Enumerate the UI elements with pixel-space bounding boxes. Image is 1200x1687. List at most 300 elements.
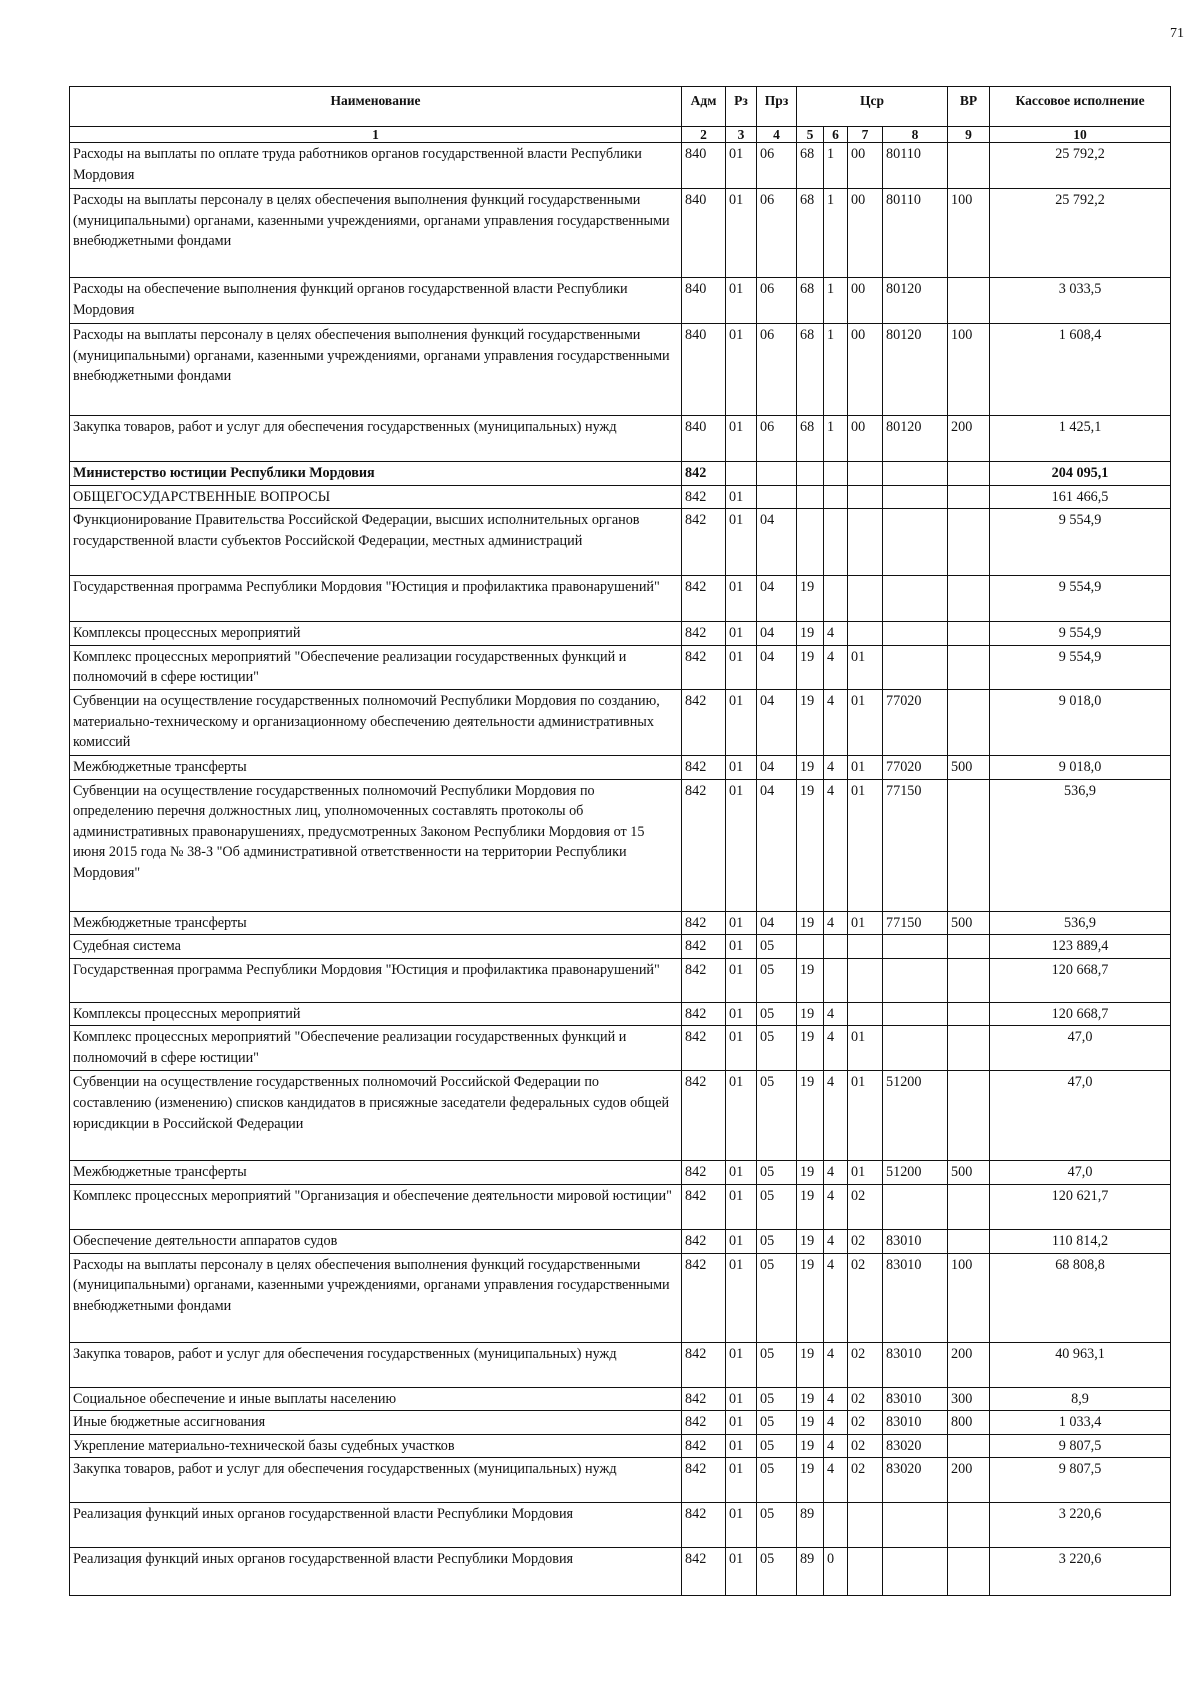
row-csr-event [848, 509, 883, 576]
row-rz: 01 [726, 1002, 757, 1026]
row-csr-event: 01 [848, 1026, 883, 1071]
row-adm: 842 [682, 1503, 726, 1548]
table-row [70, 1229, 1171, 1253]
row-csr-program: 19 [797, 689, 824, 755]
row-amount: 110 814,2 [990, 1229, 1171, 1253]
row-name: Расходы на выплаты персоналу в целях обеспечения выполнения функций государственными (муниципальными) органами, казенными учреждениями, органами управления государственными внебюджетными фондами [70, 189, 682, 278]
row-csr-event: 02 [848, 1229, 883, 1253]
table-row [70, 1434, 1171, 1458]
row-csr-event: 01 [848, 1071, 883, 1161]
row-csr-subprogram: 1 [824, 143, 848, 189]
row-csr-direction: 80120 [883, 416, 948, 462]
row-prz: 04 [757, 689, 797, 755]
row-vr [948, 1229, 990, 1253]
row-csr-direction: 77020 [883, 755, 948, 779]
row-csr-subprogram [824, 485, 848, 509]
row-csr-subprogram: 4 [824, 1002, 848, 1026]
row-csr-subprogram: 4 [824, 622, 848, 646]
row-amount: 1 033,4 [990, 1411, 1171, 1435]
row-adm: 842 [682, 462, 726, 486]
row-csr-subprogram [824, 1503, 848, 1548]
row-amount: 536,9 [990, 779, 1171, 911]
table-row [70, 935, 1171, 959]
row-csr-direction [883, 958, 948, 1002]
row-adm: 842 [682, 1071, 726, 1161]
row-vr [948, 1503, 990, 1548]
row-prz: 05 [757, 1434, 797, 1458]
row-adm: 842 [682, 1342, 726, 1387]
row-vr [948, 1548, 990, 1596]
row-name: Субвенции на осуществление государственных полномочий Российской Федерации по составлению (изменению) списков кандидатов в присяжные заседатели федеральных судов общей юрисдикции в Российской Федерации [70, 1071, 682, 1161]
row-csr-direction: 80110 [883, 143, 948, 189]
row-csr-direction: 51200 [883, 1161, 948, 1185]
row-vr [948, 1002, 990, 1026]
row-csr-direction: 51200 [883, 1071, 948, 1161]
row-csr-event: 02 [848, 1342, 883, 1387]
row-csr-subprogram: 4 [824, 779, 848, 911]
row-name: Иные бюджетные ассигнования [70, 1411, 682, 1435]
row-prz: 05 [757, 1161, 797, 1185]
row-csr-program: 19 [797, 958, 824, 1002]
row-adm: 842 [682, 1161, 726, 1185]
row-prz: 05 [757, 958, 797, 1002]
row-name: Реализация функций иных органов государственной власти Республики Мордовия [70, 1503, 682, 1548]
row-rz: 01 [726, 485, 757, 509]
row-csr-direction: 83010 [883, 1387, 948, 1411]
row-csr-direction [883, 1184, 948, 1229]
column-number: 9 [948, 127, 990, 143]
row-csr-subprogram [824, 576, 848, 622]
row-csr-subprogram: 4 [824, 1253, 848, 1342]
row-csr-subprogram: 1 [824, 189, 848, 278]
row-csr-direction: 83010 [883, 1411, 948, 1435]
row-vr [948, 509, 990, 576]
row-csr-direction [883, 935, 948, 959]
row-name: Межбюджетные трансферты [70, 1161, 682, 1185]
row-name: Расходы на обеспечение выполнения функций органов государственной власти Республики Мордовия [70, 278, 682, 324]
row-prz [757, 485, 797, 509]
row-prz: 05 [757, 1071, 797, 1161]
table-row [70, 143, 1171, 189]
row-vr: 100 [948, 1253, 990, 1342]
table-row [70, 645, 1171, 689]
row-csr-direction [883, 1548, 948, 1596]
row-csr-program: 19 [797, 1229, 824, 1253]
row-csr-event: 02 [848, 1387, 883, 1411]
row-rz [726, 462, 757, 486]
row-csr-subprogram: 1 [824, 324, 848, 416]
row-adm: 840 [682, 278, 726, 324]
row-name: Укрепление материально-технической базы судебных участков [70, 1434, 682, 1458]
row-prz: 06 [757, 324, 797, 416]
row-csr-direction [883, 1026, 948, 1071]
row-vr: 100 [948, 189, 990, 278]
row-rz: 01 [726, 1342, 757, 1387]
row-adm: 842 [682, 1458, 726, 1503]
row-csr-program [797, 935, 824, 959]
row-prz: 05 [757, 1229, 797, 1253]
row-name: Комплекс процессных мероприятий "Организация и обеспечение деятельности мировой юстиции" [70, 1184, 682, 1229]
row-adm: 842 [682, 1434, 726, 1458]
row-adm: 842 [682, 689, 726, 755]
row-csr-subprogram: 4 [824, 911, 848, 935]
row-prz: 04 [757, 622, 797, 646]
row-csr-event: 02 [848, 1458, 883, 1503]
row-csr-event: 02 [848, 1184, 883, 1229]
row-vr: 500 [948, 755, 990, 779]
row-csr-event [848, 576, 883, 622]
table-row [70, 1503, 1171, 1548]
row-name: Субвенции на осуществление государственных полномочий Республики Мордовия по созданию, материально-техническому и организационному обеспечению деятельности административных комиссий [70, 689, 682, 755]
row-amount: 3 220,6 [990, 1503, 1171, 1548]
row-csr-program: 68 [797, 324, 824, 416]
row-csr-program: 19 [797, 576, 824, 622]
table-row [70, 779, 1171, 911]
row-prz: 05 [757, 1387, 797, 1411]
row-csr-direction [883, 1503, 948, 1548]
row-vr [948, 645, 990, 689]
row-adm: 842 [682, 1002, 726, 1026]
row-csr-direction: 83010 [883, 1253, 948, 1342]
row-csr-subprogram [824, 958, 848, 1002]
row-csr-program: 19 [797, 1026, 824, 1071]
row-csr-event: 02 [848, 1434, 883, 1458]
row-csr-event: 01 [848, 911, 883, 935]
column-number: 6 [824, 127, 848, 143]
row-csr-direction: 77150 [883, 779, 948, 911]
row-csr-program: 19 [797, 1253, 824, 1342]
row-name: Закупка товаров, работ и услуг для обеспечения государственных (муниципальных) нужд [70, 416, 682, 462]
row-rz: 01 [726, 1548, 757, 1596]
row-vr [948, 485, 990, 509]
row-amount: 9 807,5 [990, 1458, 1171, 1503]
column-number: 10 [990, 127, 1171, 143]
row-csr-direction [883, 645, 948, 689]
row-amount: 120 621,7 [990, 1184, 1171, 1229]
column-number: 4 [757, 127, 797, 143]
table-row [70, 189, 1171, 278]
row-rz: 01 [726, 1161, 757, 1185]
row-amount: 9 554,9 [990, 576, 1171, 622]
row-csr-event [848, 958, 883, 1002]
row-adm: 842 [682, 911, 726, 935]
row-amount: 3 220,6 [990, 1548, 1171, 1596]
row-amount: 161 466,5 [990, 485, 1171, 509]
row-rz: 01 [726, 911, 757, 935]
row-vr: 300 [948, 1387, 990, 1411]
row-amount: 120 668,7 [990, 1002, 1171, 1026]
row-csr-program: 89 [797, 1503, 824, 1548]
row-csr-program: 19 [797, 1387, 824, 1411]
row-csr-program: 19 [797, 755, 824, 779]
row-rz: 01 [726, 1026, 757, 1071]
row-csr-program: 19 [797, 1458, 824, 1503]
row-csr-subprogram: 1 [824, 278, 848, 324]
row-csr-subprogram: 4 [824, 689, 848, 755]
row-amount: 9 018,0 [990, 689, 1171, 755]
row-adm: 842 [682, 1229, 726, 1253]
table-row [70, 755, 1171, 779]
row-csr-event: 00 [848, 278, 883, 324]
row-vr [948, 143, 990, 189]
table-row [70, 622, 1171, 646]
row-amount: 9 554,9 [990, 509, 1171, 576]
row-csr-event [848, 485, 883, 509]
row-adm: 840 [682, 189, 726, 278]
row-csr-subprogram: 4 [824, 645, 848, 689]
row-adm: 842 [682, 1411, 726, 1435]
row-adm: 842 [682, 622, 726, 646]
header-vr: ВР [948, 87, 990, 127]
row-csr-subprogram: 1 [824, 416, 848, 462]
table-row [70, 278, 1171, 324]
row-prz: 06 [757, 278, 797, 324]
column-number: 3 [726, 127, 757, 143]
row-csr-event: 01 [848, 779, 883, 911]
row-csr-direction [883, 462, 948, 486]
column-number: 2 [682, 127, 726, 143]
row-rz: 01 [726, 509, 757, 576]
row-name: Расходы на выплаты персоналу в целях обеспечения выполнения функций государственными (муниципальными) органами, казенными учреждениями, органами управления государственными внебюджетными фондами [70, 1253, 682, 1342]
table-row [70, 324, 1171, 416]
row-name: Государственная программа Республики Мордовия "Юстиция и профилактика правонарушений" [70, 576, 682, 622]
row-csr-direction [883, 509, 948, 576]
row-prz: 05 [757, 1026, 797, 1071]
row-csr-event: 01 [848, 1161, 883, 1185]
row-amount: 68 808,8 [990, 1253, 1171, 1342]
row-csr-event [848, 935, 883, 959]
table-row [70, 462, 1171, 486]
row-name: Социальное обеспечение и иные выплаты населению [70, 1387, 682, 1411]
row-csr-program: 19 [797, 1161, 824, 1185]
row-adm: 842 [682, 1026, 726, 1071]
row-amount: 47,0 [990, 1026, 1171, 1071]
row-csr-event: 01 [848, 689, 883, 755]
row-prz: 04 [757, 911, 797, 935]
table-header [70, 87, 1171, 143]
table-row [70, 1548, 1171, 1596]
row-csr-program: 68 [797, 143, 824, 189]
row-prz: 05 [757, 1184, 797, 1229]
table-body [70, 143, 1171, 1596]
row-name: Комплексы процессных мероприятий [70, 1002, 682, 1026]
row-csr-program: 19 [797, 645, 824, 689]
row-csr-direction [883, 622, 948, 646]
row-name: Судебная система [70, 935, 682, 959]
row-adm: 842 [682, 935, 726, 959]
table-row [70, 958, 1171, 1002]
row-amount: 1 425,1 [990, 416, 1171, 462]
row-rz: 01 [726, 1503, 757, 1548]
row-vr [948, 1184, 990, 1229]
row-csr-program: 19 [797, 1411, 824, 1435]
row-rz: 01 [726, 1253, 757, 1342]
table-row [70, 1002, 1171, 1026]
table-row [70, 911, 1171, 935]
row-vr: 200 [948, 1342, 990, 1387]
row-name: Комплексы процессных мероприятий [70, 622, 682, 646]
row-adm: 842 [682, 1387, 726, 1411]
row-csr-event [848, 1548, 883, 1596]
header-name: Наименование [70, 87, 682, 127]
row-name: Комплекс процессных мероприятий "Обеспечение реализации государственных функций и полномочий в сфере юстиции" [70, 1026, 682, 1071]
row-rz: 01 [726, 645, 757, 689]
row-amount: 3 033,5 [990, 278, 1171, 324]
row-adm: 840 [682, 324, 726, 416]
column-number-row [70, 127, 1171, 143]
row-csr-subprogram: 4 [824, 1411, 848, 1435]
row-csr-program: 19 [797, 1342, 824, 1387]
row-csr-subprogram: 4 [824, 755, 848, 779]
row-vr [948, 935, 990, 959]
row-name: Закупка товаров, работ и услуг для обеспечения государственных (муниципальных) нужд [70, 1342, 682, 1387]
table-row [70, 1026, 1171, 1071]
row-csr-subprogram: 4 [824, 1229, 848, 1253]
row-csr-subprogram: 4 [824, 1458, 848, 1503]
row-name: Функционирование Правительства Российской Федерации, высших исполнительных органов государственной власти субъектов Российской Федерации, местных администраций [70, 509, 682, 576]
row-csr-event: 01 [848, 645, 883, 689]
row-csr-event [848, 622, 883, 646]
row-csr-direction [883, 1002, 948, 1026]
row-amount: 9 807,5 [990, 1434, 1171, 1458]
row-csr-subprogram [824, 509, 848, 576]
row-prz: 04 [757, 755, 797, 779]
row-vr [948, 622, 990, 646]
row-adm: 842 [682, 1548, 726, 1596]
row-adm: 842 [682, 1184, 726, 1229]
row-name: Закупка товаров, работ и услуг для обеспечения государственных (муниципальных) нужд [70, 1458, 682, 1503]
row-csr-direction [883, 485, 948, 509]
table-row [70, 1071, 1171, 1161]
row-csr-direction: 80110 [883, 189, 948, 278]
row-rz: 01 [726, 1387, 757, 1411]
table-row [70, 416, 1171, 462]
row-csr-subprogram: 0 [824, 1548, 848, 1596]
table-row [70, 1342, 1171, 1387]
row-csr-direction: 77150 [883, 911, 948, 935]
row-adm: 842 [682, 485, 726, 509]
row-csr-direction [883, 576, 948, 622]
row-adm: 842 [682, 755, 726, 779]
row-vr: 500 [948, 911, 990, 935]
row-csr-subprogram: 4 [824, 1071, 848, 1161]
row-csr-direction: 83010 [883, 1229, 948, 1253]
row-csr-event: 00 [848, 324, 883, 416]
row-rz: 01 [726, 935, 757, 959]
row-vr: 200 [948, 416, 990, 462]
row-csr-direction: 83020 [883, 1434, 948, 1458]
row-amount: 40 963,1 [990, 1342, 1171, 1387]
table-row [70, 689, 1171, 755]
row-csr-program [797, 509, 824, 576]
row-adm: 842 [682, 1253, 726, 1342]
row-amount: 123 889,4 [990, 935, 1171, 959]
row-csr-subprogram: 4 [824, 1387, 848, 1411]
row-prz: 06 [757, 189, 797, 278]
row-name: Межбюджетные трансферты [70, 911, 682, 935]
row-csr-subprogram [824, 935, 848, 959]
row-rz: 01 [726, 755, 757, 779]
row-csr-program: 68 [797, 278, 824, 324]
row-rz: 01 [726, 1411, 757, 1435]
row-prz: 05 [757, 935, 797, 959]
row-prz: 04 [757, 779, 797, 911]
row-name: Расходы на выплаты персоналу в целях обеспечения выполнения функций государственными (муниципальными) органами, казенными учреждениями, органами управления государственными внебюджетными фондами [70, 324, 682, 416]
header-prz: Прз [757, 87, 797, 127]
row-csr-program [797, 485, 824, 509]
row-name: Министерство юстиции Республики Мордовия [70, 462, 682, 486]
row-csr-direction: 83020 [883, 1458, 948, 1503]
row-csr-event: 00 [848, 143, 883, 189]
row-prz: 05 [757, 1458, 797, 1503]
column-number: 5 [797, 127, 824, 143]
row-vr [948, 278, 990, 324]
row-prz: 05 [757, 1253, 797, 1342]
row-prz: 04 [757, 645, 797, 689]
row-adm: 842 [682, 576, 726, 622]
row-adm: 840 [682, 416, 726, 462]
row-csr-event: 01 [848, 755, 883, 779]
row-csr-program: 19 [797, 1434, 824, 1458]
row-csr-direction: 83010 [883, 1342, 948, 1387]
row-rz: 01 [726, 1434, 757, 1458]
row-adm: 842 [682, 509, 726, 576]
header-csr: Цср [797, 87, 948, 127]
row-csr-subprogram: 4 [824, 1184, 848, 1229]
header-row [70, 87, 1171, 127]
row-amount: 9 018,0 [990, 755, 1171, 779]
header-adm: Адм [682, 87, 726, 127]
row-csr-program: 19 [797, 1071, 824, 1161]
row-prz: 05 [757, 1411, 797, 1435]
row-adm: 842 [682, 645, 726, 689]
row-vr [948, 779, 990, 911]
row-csr-event: 00 [848, 189, 883, 278]
row-csr-program: 68 [797, 189, 824, 278]
header-amount: Кассовое исполнение [990, 87, 1171, 127]
table-row [70, 485, 1171, 509]
row-csr-program: 89 [797, 1548, 824, 1596]
row-csr-subprogram: 4 [824, 1026, 848, 1071]
row-rz: 01 [726, 324, 757, 416]
row-csr-subprogram: 4 [824, 1434, 848, 1458]
column-number: 7 [848, 127, 883, 143]
row-prz: 06 [757, 143, 797, 189]
row-csr-event: 02 [848, 1253, 883, 1342]
row-name: ОБЩЕГОСУДАРСТВЕННЫЕ ВОПРОСЫ [70, 485, 682, 509]
column-number: 8 [883, 127, 948, 143]
row-adm: 840 [682, 143, 726, 189]
row-amount: 25 792,2 [990, 189, 1171, 278]
row-adm: 842 [682, 958, 726, 1002]
table-row [70, 1387, 1171, 1411]
table-row [70, 509, 1171, 576]
table-row [70, 1458, 1171, 1503]
row-rz: 01 [726, 278, 757, 324]
row-rz: 01 [726, 1229, 757, 1253]
row-prz: 04 [757, 509, 797, 576]
row-vr [948, 576, 990, 622]
row-csr-event: 02 [848, 1411, 883, 1435]
row-name: Расходы на выплаты по оплате труда работников органов государственной власти Республики Мордовия [70, 143, 682, 189]
table-row [70, 576, 1171, 622]
row-csr-event [848, 462, 883, 486]
row-vr [948, 1026, 990, 1071]
row-vr [948, 689, 990, 755]
row-prz: 04 [757, 576, 797, 622]
row-name: Субвенции на осуществление государственных полномочий Республики Мордовия по определению перечня должностных лиц, уполномоченных составлять протоколы об административных правонарушениях, предусмотренных Законом Республики Мордовия от 15 июня 2015 года № 38-З "Об административной ответственности на территории Республики Мордовия" [70, 779, 682, 911]
row-rz: 01 [726, 779, 757, 911]
